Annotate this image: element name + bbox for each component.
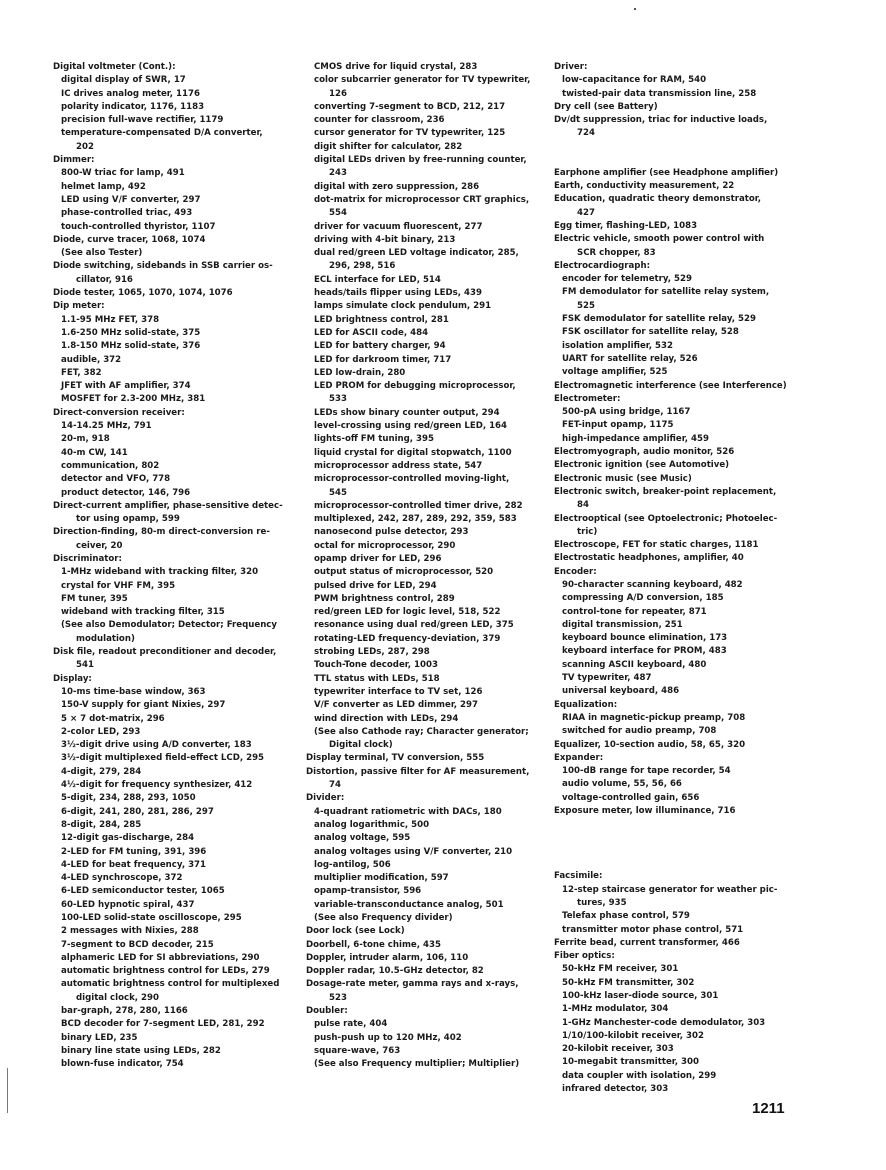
index-heading: Diode switching, sidebands in SSB carrier os- (53, 261, 273, 272)
index-entry: automatic brightness control for LEDs, 279 (61, 966, 270, 977)
index-entry: voltage amplifier, 525 (562, 367, 668, 378)
index-entry: 427 (577, 207, 595, 218)
index-entry: digital display of SWR, 17 (61, 75, 186, 86)
index-entry: 296, 298, 516 (329, 261, 396, 272)
index-entry: 10-megabit transmitter, 300 (562, 1057, 699, 1068)
index-column-2 (306, 61, 556, 1072)
index-entry: 1.6-250 MHz solid-state, 375 (61, 327, 201, 338)
index-entry: 126 (329, 88, 347, 99)
index-entry: touch-controlled thyristor, 1107 (61, 221, 216, 232)
index-heading: Doubler: (306, 1006, 348, 1017)
index-entry: resonance using dual red/green LED, 375 (314, 620, 514, 631)
index-heading: Divider: (306, 793, 345, 804)
index-entry: low-capacitance for RAM, 540 (562, 75, 707, 86)
index-entry: 800-W triac for lamp, 491 (61, 168, 185, 179)
index-entry: digit shifter for calculator, 282 (314, 141, 463, 152)
index-entry: 100-LED solid-state oscilloscope, 295 (61, 913, 242, 923)
index-heading: Distortion, passive filter for AF measurement, (306, 766, 530, 777)
index-heading: Display: (53, 673, 92, 684)
index-entry: dual red/green LED voltage indicator, 285, (314, 248, 519, 259)
index-entry: high-impedance amplifier, 459 (562, 433, 709, 444)
index-entry: 5 × 7 dot-matrix, 296 (61, 713, 165, 724)
index-entry: CMOS drive for liquid crystal, 283 (314, 62, 478, 72)
index-entry: 525 (577, 300, 595, 311)
index-entry: detector and VFO, 778 (61, 474, 171, 485)
index-entry: 4½-digit for frequency synthesizer, 412 (61, 780, 253, 791)
index-heading: Equalizer, 10-section audio, 58, 65, 320 (554, 739, 746, 750)
index-entry: polarity indicator, 1176, 1183 (61, 101, 205, 112)
index-entry: driving with 4-bit binary, 213 (314, 234, 456, 245)
index-heading: Electrocardiograph: (554, 260, 651, 271)
index-heading: Doppler radar, 10.5-GHz detector, 82 (306, 966, 484, 977)
index-entry: pulsed drive for LED, 294 (314, 580, 437, 591)
index-entry: LEDs show binary counter output, 294 (314, 407, 500, 418)
index-heading: Electronic ignition (see Automotive) (554, 460, 730, 471)
index-entry: converting 7-segment to BCD, 212, 217 (314, 101, 506, 112)
index-heading: Discriminator: (53, 553, 122, 564)
index-entry: dot-matrix for microprocessor CRT graphics, (314, 194, 530, 205)
index-heading: Electromagnetic interference (see Interference) (554, 380, 787, 391)
index-entry: (See also Frequency divider) (314, 913, 453, 923)
index-entry: lights-off FM tuning, 395 (314, 434, 434, 445)
index-entry: 202 (76, 141, 94, 152)
index-entry: rotating-LED frequency-deviation, 379 (314, 633, 501, 644)
index-entry: bar-graph, 278, 280, 1166 (61, 1006, 188, 1017)
index-heading: Earth, conductivity measurement, 22 (554, 181, 735, 192)
index-entry: 523 (329, 992, 347, 1003)
index-entry: typewriter interface to TV set, 126 (314, 686, 483, 697)
index-heading: Equalization: (554, 699, 618, 710)
index-entry: tor using opamp, 599 (76, 514, 180, 525)
index-entry: control-tone for repeater, 871 (562, 606, 707, 617)
index-entry: opamp driver for LED, 296 (314, 553, 442, 564)
index-entry: 3½-digit multiplexed field-effect LCD, 295 (61, 753, 265, 764)
index-entry: switched for audio preamp, 708 (562, 726, 717, 737)
index-entry: JFET with AF amplifier, 374 (61, 381, 191, 392)
index-entry: 243 (329, 168, 347, 179)
index-heading: Ferrite bead, current transformer, 466 (554, 937, 740, 948)
index-entry: 545 (329, 487, 347, 498)
index-entry: LED PROM for debugging microprocessor, (314, 381, 516, 392)
index-entry: 6-LED semiconductor tester, 1065 (61, 886, 225, 897)
index-heading: Electronic music (see Music) (554, 473, 692, 484)
index-entry: MOSFET for 2.3-200 MHz, 381 (61, 394, 206, 405)
index-heading: Exposure meter, low illuminance, 716 (554, 806, 736, 817)
section-gap (554, 141, 854, 167)
index-entry: 6-digit, 241, 280, 281, 286, 297 (61, 806, 214, 817)
index-entry: precision full-wave rectifier, 1179 (61, 115, 224, 126)
index-entry: (See also Tester) (61, 248, 143, 259)
index-entry: digital transmission, 251 (562, 619, 683, 630)
index-entry: variable-transconductance analog, 501 (314, 899, 504, 910)
index-heading: Earphone amplifier (see Headphone amplifier) (554, 167, 779, 178)
index-entry: phase-controlled triac, 493 (61, 208, 193, 219)
index-heading: Driver: (554, 62, 588, 72)
index-entry: 2 messages with Nixies, 288 (61, 926, 199, 937)
index-entry: Telefax phase control, 579 (562, 911, 690, 922)
index-entry: 90-character scanning keyboard, 482 (562, 579, 743, 590)
index-entry: multiplexed, 242, 287, 289, 292, 359, 583 (314, 514, 517, 525)
index-entry: driver for vacuum fluorescent, 277 (314, 221, 483, 232)
margin-rule (7, 1068, 8, 1113)
index-entry: analog voltage, 595 (314, 833, 411, 844)
page-number: 1211 (752, 1100, 785, 1117)
index-heading: Fiber optics: (554, 951, 615, 962)
index-heading: Door lock (see Lock) (306, 926, 405, 937)
index-heading: Dip meter: (53, 301, 105, 312)
index-entry: red/green LED for logic level, 518, 522 (314, 607, 501, 618)
index-heading: Electric vehicle, smooth power control with (554, 234, 765, 245)
index-entry: product detector, 146, 796 (61, 487, 191, 498)
index-entry: 2-LED for FM tuning, 391, 396 (61, 846, 207, 857)
index-entry: RIAA in magnetic-pickup preamp, 708 (562, 712, 746, 723)
index-entry: microprocessor-controlled moving-light, (314, 474, 510, 485)
index-entry: strobing LEDs, 287, 298 (314, 647, 430, 658)
index-entry: 8-digit, 284, 285 (61, 819, 142, 830)
index-entry: data coupler with isolation, 299 (562, 1070, 717, 1081)
index-entry: microprocessor-controlled timer drive, 282 (314, 500, 523, 511)
index-entry: temperature-compensated D/A converter, (61, 128, 263, 139)
index-entry: 5-digit, 234, 288, 293, 1050 (61, 793, 196, 804)
index-entry: audible, 372 (61, 354, 122, 365)
index-heading: Doorbell, 6-tone chime, 435 (306, 939, 441, 950)
index-entry: opamp-transistor, 596 (314, 886, 422, 897)
index-heading: Electroscope, FET for static charges, 1181 (554, 540, 759, 551)
index-entry: infrared detector, 303 (562, 1084, 669, 1095)
index-entry: analog logarithmic, 500 (314, 819, 430, 830)
index-entry: push-push up to 120 MHz, 402 (314, 1032, 462, 1043)
index-heading: Display terminal, TV conversion, 555 (306, 753, 485, 764)
index-heading: Electrooptical (see Optoelectronic; Photoelec- (554, 513, 778, 524)
index-entry: universal keyboard, 486 (562, 686, 680, 697)
index-entry: 12-digit gas-discharge, 284 (61, 833, 195, 844)
index-entry: color subcarrier generator for TV typewriter, (314, 75, 531, 86)
index-entry: 60-LED hypnotic spiral, 437 (61, 899, 195, 910)
index-entry: audio volume, 55, 56, 66 (562, 779, 682, 790)
index-heading: Digital voltmeter (Cont.): (53, 62, 176, 72)
index-entry: SCR chopper, 83 (577, 247, 656, 258)
index-heading: Encoder: (554, 566, 597, 577)
index-entry: TTL status with LEDs, 518 (314, 673, 440, 684)
index-entry: 74 (329, 780, 341, 791)
index-entry: digital LEDs driven by free-running counter, (314, 155, 527, 166)
index-entry: (See also Frequency multiplier; Multiplier) (314, 1059, 520, 1070)
index-entry: digital with zero suppression, 286 (314, 181, 480, 192)
index-heading: Electrostatic headphones, amplifier, 40 (554, 553, 744, 564)
index-entry: 3½-digit drive using A/D converter, 183 (61, 740, 252, 751)
index-entry: square-wave, 763 (314, 1045, 401, 1056)
index-heading: Facsimile: (554, 871, 603, 882)
index-heading: Direct-current amplifier, phase-sensitive detec- (53, 500, 283, 511)
index-entry: 541 (76, 660, 94, 671)
index-entry: 4-quadrant ratiometric with DACs, 180 (314, 806, 502, 817)
index-entry: cillator, 916 (76, 274, 133, 285)
index-entry: Digital clock) (329, 740, 393, 751)
index-entry: 84 (577, 500, 589, 511)
index-entry: alphameric LED for SI abbreviations, 290 (61, 952, 260, 963)
index-entry: 100-kHz laser-diode source, 301 (562, 991, 719, 1001)
index-entry: blown-fuse indicator, 754 (61, 1059, 184, 1070)
index-heading: Diode tester, 1065, 1070, 1074, 1076 (53, 288, 233, 299)
index-entry: 10-ms time-base window, 363 (61, 686, 206, 697)
index-entry: 7-segment to BCD decoder, 215 (61, 939, 214, 950)
index-heading: Electrometer: (554, 393, 621, 404)
index-heading: Direct-conversion receiver: (53, 407, 185, 418)
index-heading: Electromyograph, audio monitor, 526 (554, 447, 735, 458)
index-entry: 20-kilobit receiver, 303 (562, 1044, 674, 1055)
index-entry: Touch-Tone decoder, 1003 (314, 660, 438, 671)
index-entry: PWM brightness control, 289 (314, 593, 455, 604)
index-entry: liquid crystal for digital stopwatch, 1100 (314, 447, 512, 458)
index-entry: ceiver, 20 (76, 540, 123, 551)
index-heading: Egg timer, flashing-LED, 1083 (554, 220, 698, 231)
index-heading: Doppler, intruder alarm, 106, 110 (306, 952, 469, 963)
index-entry: encoder for telemetry, 529 (562, 274, 692, 285)
index-entry: IC drives analog meter, 1176 (61, 88, 200, 99)
index-entry: 1-MHz wideband with tracking filter, 320 (61, 567, 259, 578)
index-entry: 4-digit, 279, 284 (61, 766, 142, 777)
index-entry: 20-m, 918 (61, 434, 110, 445)
index-entry: FET, 382 (61, 367, 102, 378)
index-entry: FET-input opamp, 1175 (562, 420, 674, 431)
index-entry: microprocessor address state, 547 (314, 460, 483, 471)
index-entry: (See also Demodulator; Detector; Frequency (61, 620, 278, 631)
index-entry: level-crossing using red/green LED, 164 (314, 421, 508, 432)
index-entry: V/F converter as LED dimmer, 297 (314, 700, 478, 711)
index-entry: 1-MHz modulator, 304 (562, 1004, 669, 1015)
index-heading: Dv/dt suppression, triac for inductive loads, (554, 115, 768, 126)
index-entry: octal for microprocessor, 290 (314, 540, 456, 551)
index-entry: heads/tails flipper using LEDs, 439 (314, 288, 482, 299)
index-entry: TV typewriter, 487 (562, 673, 652, 684)
index-entry: 500-pA using bridge, 1167 (562, 407, 691, 418)
index-entry: analog voltages using V/F converter, 210 (314, 846, 513, 857)
index-entry: LED low-drain, 280 (314, 367, 406, 378)
index-entry: keyboard bounce elimination, 173 (562, 633, 728, 644)
index-entry: automatic brightness control for multiplexed (61, 979, 280, 990)
index-heading: Dimmer: (53, 155, 95, 166)
index-entry: FSK oscillator for satellite relay, 528 (562, 327, 739, 338)
index-entry: BCD decoder for 7-segment LED, 281, 292 (61, 1019, 265, 1030)
index-entry: 1/10/100-kilobit receiver, 302 (562, 1030, 704, 1041)
index-entry: 533 (329, 394, 347, 405)
index-entry: FM tuner, 395 (61, 593, 128, 604)
index-entry: cursor generator for TV typewriter, 125 (314, 128, 506, 139)
index-entry: digital clock, 290 (76, 992, 159, 1003)
index-entry: 4-LED synchroscope, 372 (61, 873, 183, 884)
index-heading: Diode, curve tracer, 1068, 1074 (53, 234, 206, 245)
index-entry: output status of microprocessor, 520 (314, 567, 494, 578)
index-entry: keyboard interface for PROM, 483 (562, 646, 727, 657)
index-entry: LED using V/F converter, 297 (61, 194, 201, 205)
index-entry: 554 (329, 208, 347, 219)
index-entry: pulse rate, 404 (314, 1019, 388, 1030)
index-heading: Direction-finding, 80-m direct-conversion re- (53, 527, 270, 538)
index-entry: (See also Cathode ray; Character generator; (314, 726, 529, 737)
index-entry: FSK demodulator for satellite relay, 529 (562, 314, 756, 325)
index-entry: isolation amplifier, 532 (562, 340, 673, 351)
index-entry: 150-V supply for giant Nixies, 297 (61, 700, 226, 711)
index-entry: LED for battery charger, 94 (314, 341, 446, 352)
index-entry: 1.1-95 MHz FET, 378 (61, 314, 160, 325)
index-entry: 50-kHz FM transmitter, 302 (562, 977, 695, 988)
index-entry: 50-kHz FM receiver, 301 (562, 964, 679, 975)
index-entry: modulation) (76, 633, 135, 644)
index-entry: multiplier modification, 597 (314, 873, 449, 884)
index-entry: nanosecond pulse detector, 293 (314, 527, 469, 538)
index-entry: wind direction with LEDs, 294 (314, 713, 459, 724)
index-entry: crystal for VHF FM, 395 (61, 580, 176, 591)
index-entry: ECL interface for LED, 514 (314, 274, 441, 285)
index-entry: helmet lamp, 492 (61, 181, 146, 192)
index-entry: scanning ASCII keyboard, 480 (562, 659, 707, 670)
index-entry: binary line state using LEDs, 282 (61, 1045, 221, 1056)
section-gap (554, 818, 854, 844)
index-entry: voltage-controlled gain, 656 (562, 792, 700, 803)
index-entry: 2-color LED, 293 (61, 726, 141, 737)
index-heading: Education, quadratic theory demonstrator, (554, 194, 762, 205)
index-entry: FM demodulator for satellite relay system, (562, 287, 770, 298)
index-entry: compressing A/D conversion, 185 (562, 593, 724, 604)
index-entry: UART for satellite relay, 526 (562, 353, 698, 364)
index-heading: Expander: (554, 752, 604, 763)
index-heading: Dosage-rate meter, gamma rays and x-rays, (306, 979, 519, 990)
index-entry: 100-dB range for tape recorder, 54 (562, 766, 731, 777)
index-entry: tric) (577, 526, 598, 537)
index-heading: Dry cell (see Battery) (554, 101, 658, 112)
index-column-1 (53, 61, 303, 1072)
section-gap (554, 844, 854, 870)
speck (634, 8, 636, 10)
index-entry: 12-step staircase generator for weather pic- (562, 884, 778, 895)
index-entry: communication, 802 (61, 460, 160, 471)
index-entry: 14-14.25 MHz, 791 (61, 421, 152, 432)
index-entry: LED brightness control, 281 (314, 314, 449, 325)
index-entry: 4-LED for beat frequency, 371 (61, 859, 207, 870)
index-entry: wideband with tracking filter, 315 (61, 607, 225, 618)
index-entry: twisted-pair data transmission line, 258 (562, 88, 757, 99)
index-entry: binary LED, 235 (61, 1032, 138, 1043)
index-entry: log-antilog, 506 (314, 859, 391, 870)
index-entry: LED for darkroom timer, 717 (314, 354, 452, 365)
index-entry: 1.8-150 MHz solid-state, 376 (61, 341, 201, 352)
index-entry: 1-GHz Manchester-code demodulator, 303 (562, 1017, 766, 1028)
index-heading: Disk file, readout preconditioner and decoder, (53, 647, 277, 658)
index-entry: tures, 935 (577, 897, 627, 908)
index-entry: counter for classroom, 236 (314, 115, 445, 126)
index-entry: transmitter motor phase control, 571 (562, 924, 744, 935)
index-heading: Electronic switch, breaker-point replacement, (554, 486, 777, 497)
index-entry: LED for ASCII code, 484 (314, 327, 429, 338)
index-column-3 (554, 61, 854, 1096)
index-entry: 40-m CW, 141 (61, 447, 128, 458)
index-entry: lamps simulate clock pendulum, 291 (314, 301, 492, 312)
index-entry: 724 (577, 128, 595, 139)
